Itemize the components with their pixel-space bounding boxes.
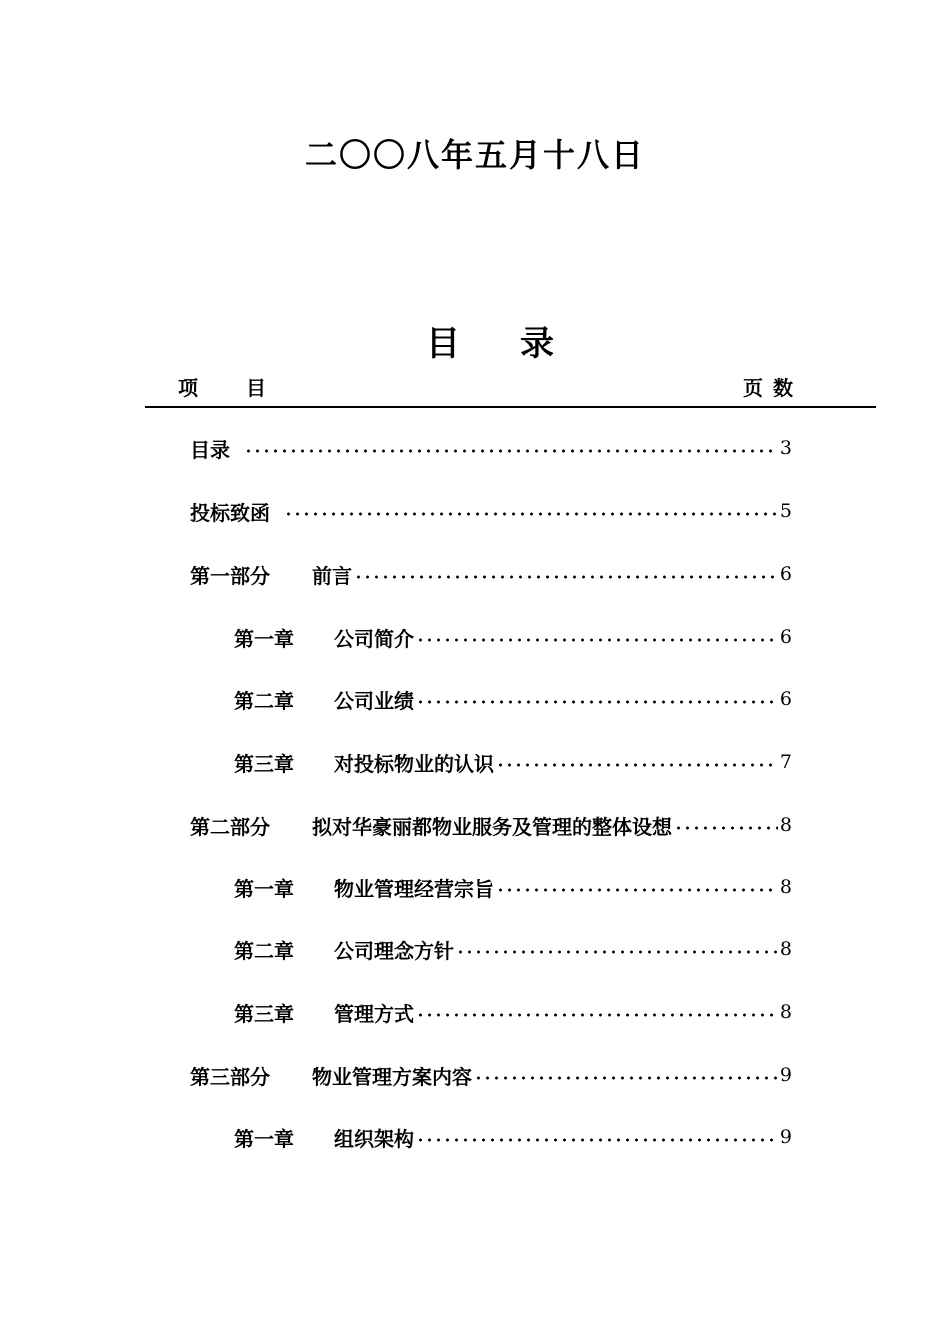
toc-entry-page: 8 bbox=[779, 876, 792, 898]
toc-entry-label bbox=[190, 497, 282, 526]
toc-entry[interactable] bbox=[234, 620, 792, 654]
toc-entry-lead: 第一章 bbox=[234, 1126, 294, 1151]
toc-header-row bbox=[178, 372, 803, 402]
toc-entry-title: 拟对华豪丽都物业服务及管理的整体设想 bbox=[312, 814, 672, 839]
toc-entry-label bbox=[190, 434, 242, 463]
toc-entry-page: 3 bbox=[779, 437, 792, 459]
toc-entry-page: 6 bbox=[779, 626, 792, 648]
toc-entry-label bbox=[234, 873, 494, 902]
toc-entry-label bbox=[234, 748, 494, 777]
toc-entry-page: 8 bbox=[779, 814, 792, 836]
toc-entry-lead: 第一章 bbox=[234, 626, 294, 651]
toc-entry-label bbox=[234, 935, 454, 964]
toc-leader-dots bbox=[456, 950, 778, 954]
toc-entry[interactable] bbox=[190, 431, 792, 465]
toc-entry-page: 5 bbox=[779, 500, 792, 522]
toc-entry-lead: 第三章 bbox=[234, 751, 294, 776]
toc-leader-dots bbox=[416, 1013, 778, 1017]
toc-leader-dots bbox=[496, 888, 778, 892]
toc-leader-dots bbox=[474, 1076, 778, 1080]
toc-entry-label bbox=[234, 623, 414, 652]
toc-entry[interactable] bbox=[234, 995, 792, 1029]
toc-entry-label bbox=[234, 685, 414, 714]
toc-entry-lead: 第三章 bbox=[234, 1001, 294, 1026]
toc-entry-lead: 第一部分 bbox=[190, 563, 270, 588]
toc-entry-title: 对投标物业的认识 bbox=[334, 751, 494, 776]
toc-entry-title: 管理方式 bbox=[334, 1001, 414, 1026]
toc-leader-dots bbox=[354, 575, 778, 579]
toc-entry[interactable] bbox=[234, 682, 792, 716]
toc-entry-lead: 第三部分 bbox=[190, 1064, 270, 1089]
toc-entry-lead: 第二章 bbox=[234, 938, 294, 963]
toc-leader-dots bbox=[416, 700, 778, 704]
toc-entry-title: 公司业绩 bbox=[334, 688, 414, 713]
toc-entry-label bbox=[234, 998, 414, 1027]
toc-leader-dots bbox=[416, 1138, 778, 1142]
toc-entry-title: 物业管理方案内容 bbox=[312, 1064, 472, 1089]
toc-entry-lead: 投标致函 bbox=[190, 500, 270, 525]
toc-entry-page: 6 bbox=[779, 688, 792, 710]
toc-entry-title: 公司理念方针 bbox=[334, 938, 454, 963]
toc-entry[interactable] bbox=[190, 557, 792, 591]
toc-leader-dots bbox=[674, 826, 778, 830]
toc-entry-title: 公司简介 bbox=[334, 626, 414, 651]
toc-entry-page: 9 bbox=[779, 1064, 792, 1086]
toc-entry-lead: 第二章 bbox=[234, 688, 294, 713]
toc-entry-label bbox=[190, 1061, 472, 1090]
document-date: 二〇〇八年五月十八日 bbox=[304, 136, 645, 174]
toc-leader-dots bbox=[284, 512, 778, 516]
toc-entry-title: 物业管理经营宗旨 bbox=[334, 876, 494, 901]
toc-entry[interactable] bbox=[234, 745, 792, 779]
toc-entry-page: 7 bbox=[779, 751, 792, 773]
toc-entry-page: 6 bbox=[779, 563, 792, 585]
toc-entry[interactable] bbox=[190, 494, 792, 528]
toc-entry-page: 9 bbox=[779, 1126, 792, 1148]
header-divider bbox=[145, 406, 876, 408]
toc-entry-page: 8 bbox=[779, 1001, 792, 1023]
toc-leader-dots bbox=[496, 763, 778, 767]
toc-title: 目录 bbox=[426, 324, 614, 364]
toc-entry-label bbox=[234, 1123, 414, 1152]
toc-entry-title: 组织架构 bbox=[334, 1126, 414, 1151]
toc-entry-label bbox=[190, 560, 352, 589]
toc-entry-lead: 第二部分 bbox=[190, 814, 270, 839]
toc-entry-label bbox=[190, 811, 672, 840]
toc-entry-lead: 目录 bbox=[190, 437, 230, 462]
toc-leader-dots bbox=[244, 449, 778, 453]
toc-entry-page: 8 bbox=[779, 938, 792, 960]
toc-leader-dots bbox=[416, 638, 778, 642]
toc-header-page: 页数 bbox=[743, 376, 803, 400]
toc-entry[interactable] bbox=[234, 932, 792, 966]
toc-entry[interactable] bbox=[190, 1058, 792, 1092]
toc-entry[interactable] bbox=[234, 870, 792, 904]
toc-entry-title: 前言 bbox=[312, 563, 352, 588]
toc-entry[interactable] bbox=[234, 1120, 792, 1154]
toc-entry[interactable] bbox=[190, 808, 792, 842]
toc-header-item: 项目 bbox=[178, 376, 314, 400]
toc-entry-lead: 第一章 bbox=[234, 876, 294, 901]
